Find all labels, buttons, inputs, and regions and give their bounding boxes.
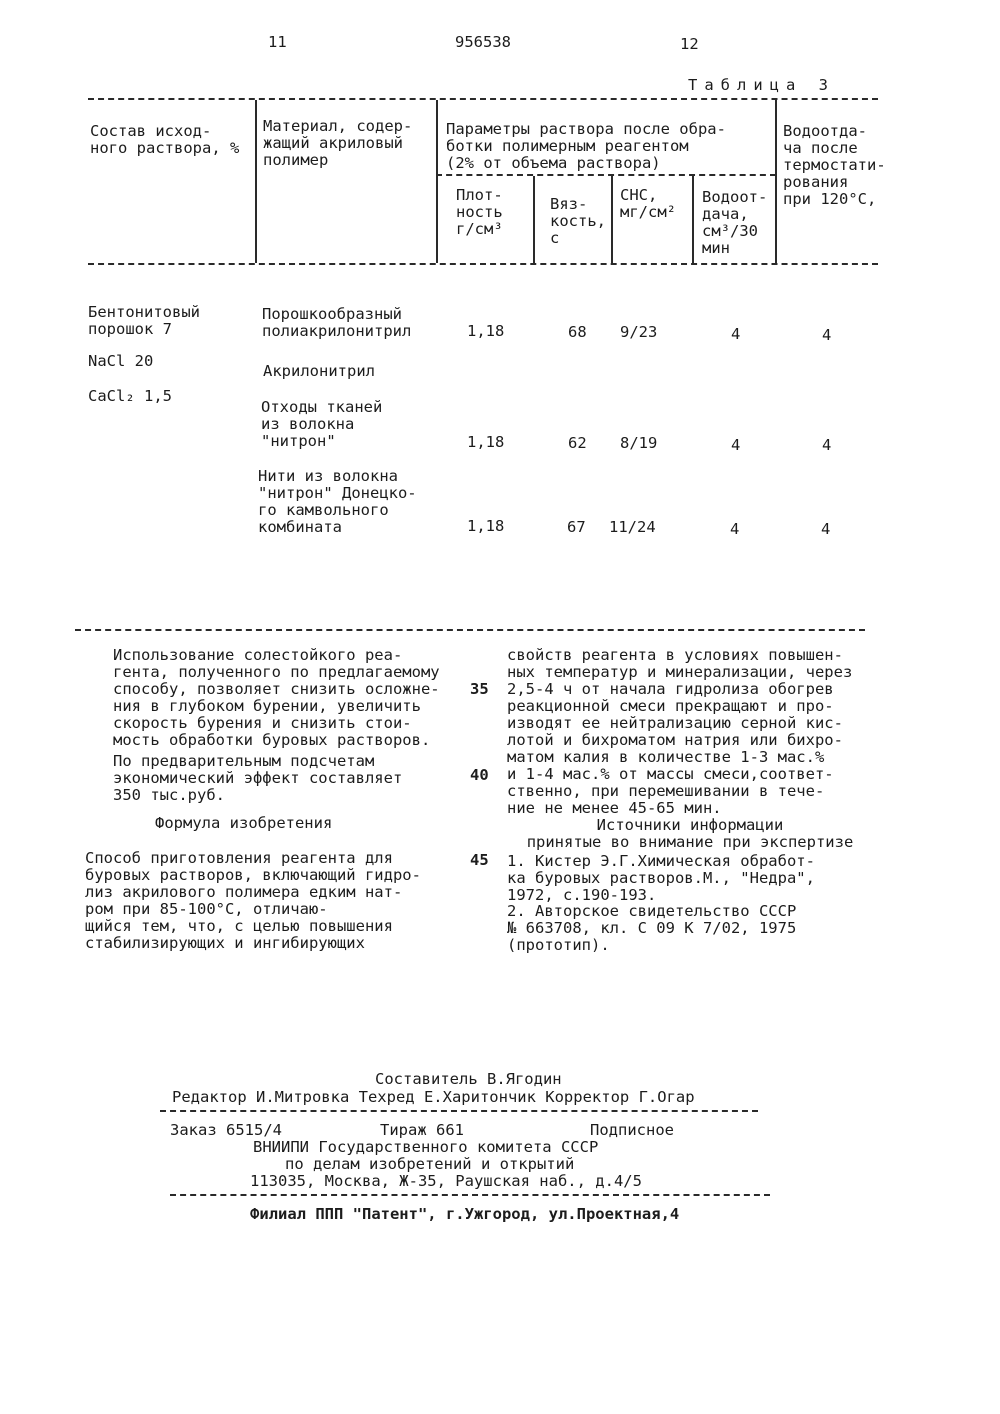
table-row-1-sns: 9/23 [620,323,658,341]
composition-cacl2: CaCl₂ 1,5 [88,387,172,405]
table-header-bottom-rule [88,263,878,265]
subheader-viscosity: Вяз- кость, с [550,195,606,247]
source-1: 1. Кистер Э.Г.Химическая обработ- ка буровых растворов.М., "Недра", 1972, с.190-193. [507,852,815,904]
table-top-rule [88,98,878,100]
page-number-left: 11 [268,33,287,51]
table-row-4-material: Нити из волокна "нитрон" Донецко- го камвольного комбината [258,467,417,536]
table-row-3-sns: 8/19 [620,434,658,452]
table-row-4-sns: 11/24 [609,518,656,536]
table-subheader-rule [436,174,776,176]
imprint-rule-1 [160,1110,758,1112]
left-paragraph-usage: Использование солестойкого реа- гента, полученного по предлагаемому способу, позволяет снизить осложне- ния в глубоком бурении, увеличить скорость бурения и снизить стои- мость обработки буровых растворов. [113,646,440,749]
patent-number: 956538 [455,33,511,51]
source-2: 2. Авторское свидетельство СССР № 663708, кл. С 09 К 7/02, 1975 (прототип). [507,902,797,954]
table-row-1-viscosity: 68 [568,323,587,341]
table-col-divider-4 [611,176,613,263]
table-bottom-rule [75,629,865,631]
right-paragraph-claim-continued: свойств реагента в условиях повышен- ных температур и минерализации, через 2,5-4 ч от начала гидролиза обогрев реакционной смеси прекращают и про- изводят ее нейтрализацию серной кис- лотой и бихроматом натрия или бихро- матом калия в количестве 1-3 мас.% и 1-4 мас.% от массы смеси,соответ- ственно, при перемешивании в тече- ние не менее 45-65 мин. [507,646,853,817]
table-col-divider-2 [436,100,438,263]
table-label: Таблица 3 [688,76,835,94]
formula-title: Формула изобретения [155,814,333,832]
table-row-3-material: Отходы тканей из волокна "нитрон" [261,398,383,450]
imprint-order: Заказ 6515/4 [170,1121,282,1139]
table-row-3-viscosity: 62 [568,434,587,452]
imprint-org-1: ВНИИПИ Государственного комитета СССР [253,1138,599,1156]
table-row-1-water-loss: 4 [731,325,741,343]
composition-bentonite: Бентонитовый порошок 7 [88,303,200,338]
table-col-divider-3 [533,176,535,263]
table-row-1-material: Порошкообразный полиакрилонитрил [262,305,412,340]
line-number-40: 40 [470,766,489,784]
table-col-divider-5 [692,176,694,263]
table-col-divider-1 [255,100,257,263]
subheader-sns: СНС, мг/см² [620,186,676,221]
table-row-3-density: 1,18 [467,433,505,451]
table-row-4-water-loss-after: 4 [821,520,831,538]
table-col-divider-6 [775,100,777,263]
imprint-subscription: Подписное [590,1121,674,1139]
col-header-water-loss-after: Водоотда- ча после термостати- рования при 120°С, [783,122,886,208]
table-row-3-water-loss-after: 4 [822,436,832,454]
subheader-density: Плот- ность г/см³ [456,186,503,238]
subheader-water-loss: Водоот- дача, см³/30 мин [702,188,768,257]
imprint-compiler: Составитель В.Ягодин [375,1070,562,1088]
table-row-1-density: 1,18 [467,322,505,340]
composition-nacl: NaCl 20 [88,352,154,370]
imprint-editors: Редактор И.Митровка Техред Е.Харитончик Корректор Г.Огар [172,1088,695,1106]
line-number-45: 45 [470,851,489,869]
line-number-35: 35 [470,680,489,698]
table-row-4-viscosity: 67 [567,518,586,536]
table-row-2-material: Акрилонитрил [263,362,375,380]
table-row-3-water-loss: 4 [731,436,741,454]
imprint-branch: Филиал ППП "Патент", г.Ужгород, ул.Проектная,4 [250,1205,680,1223]
page-number-right: 12 [680,35,699,53]
left-paragraph-economic: По предварительным подсчетам экономический эффект составляет 350 тыс.руб. [113,752,403,804]
sources-title: Источники информации принятые во внимание при экспертизе [526,816,854,851]
table-row-4-water-loss: 4 [730,520,740,538]
left-paragraph-claim: Способ приготовления реагента для буровых растворов, включающий гидро- лиз акрилового полимера едким нат- ром при 85-100°С, отличаю- щийся тем, что, с целью повышения стабилизирующих и ингибирующих [85,849,421,952]
imprint-org-2: по делам изобретений и открытий [285,1155,575,1173]
imprint-address: 113035, Москва, Ж-35, Раушская наб., д.4/5 [250,1172,642,1190]
imprint-circulation: Тираж 661 [380,1121,464,1139]
table-row-1-water-loss-after: 4 [822,326,832,344]
table-row-4-density: 1,18 [467,517,505,535]
col-header-group-parameters: Параметры раствора после обра- ботки полимерным реагентом (2% от объема раствора) [446,120,726,172]
col-header-composition: Состав исход- ного раствора, % [90,122,240,157]
imprint-rule-2 [170,1194,770,1196]
col-header-material: Материал, содер- жащий акриловый полимер [263,117,413,169]
